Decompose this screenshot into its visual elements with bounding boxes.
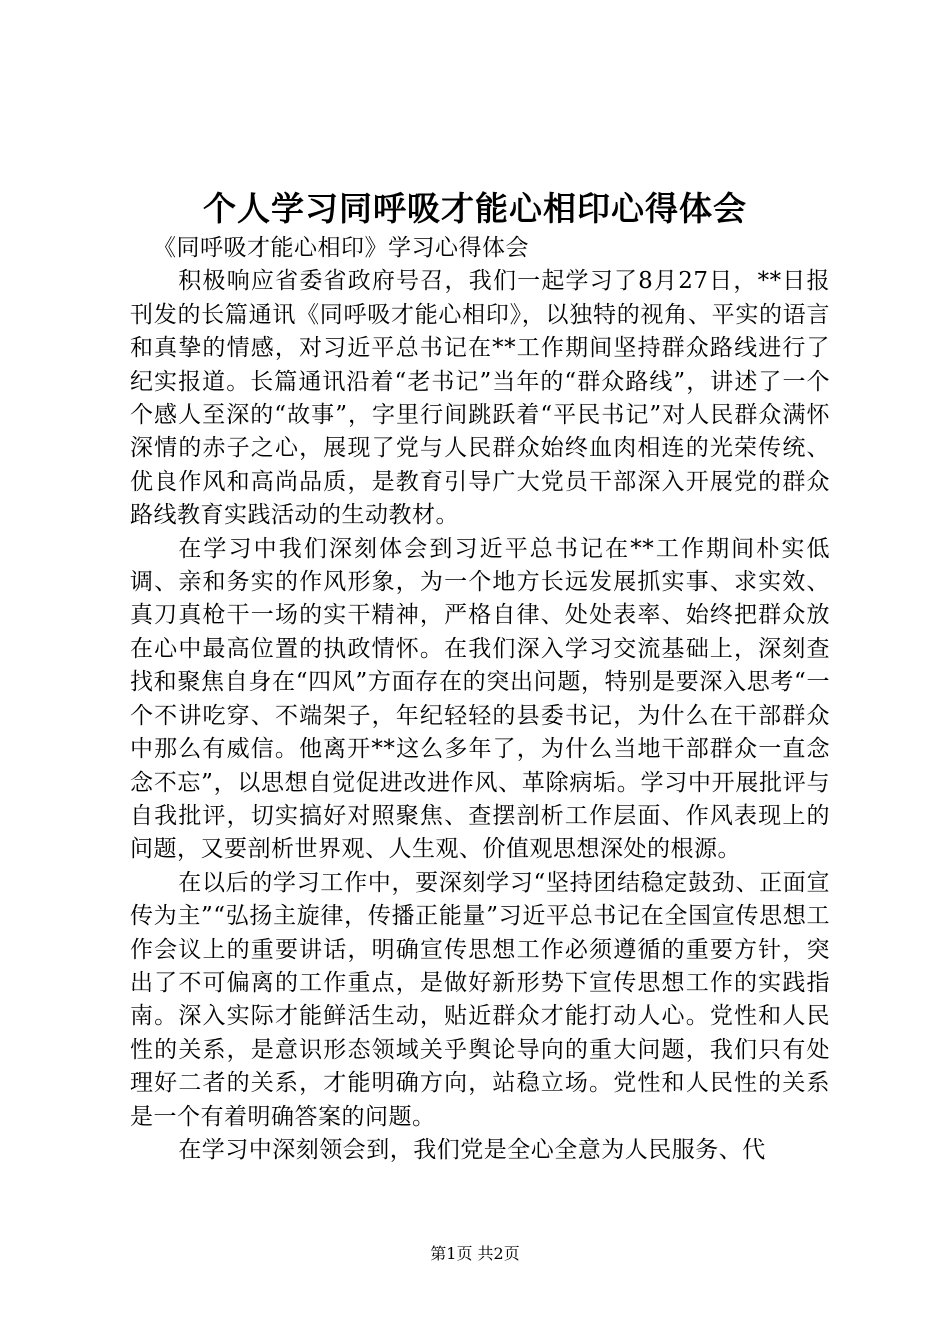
document-subtitle: 《同呼吸才能心相印》学习心得体会 — [153, 235, 529, 261]
paragraph: 在学习中我们深刻体会到习近平总书记在**工作期间朴实低调、亲和务实的作风形象，为一个地方长远发展抓实事、求实效、真刀真枪干一场的实干精神，严格自律、处处表率、始终把群众放在心中最高位置的执政情怀。在我们深入学习交流基础上，深刻查找和聚焦自身在“四风”方面存在的突出问题，特别是要深入思考“一个不讲吃穿、不端架子，年纪轻轻的县委书记，为什么在干部群众中那么有威信。他离开**这么多年了，为什么当地干部群众一直念念不忘”，以思想自觉促进改进作风、革除病垢。学习中开展批评与自我批评，切实搞好对照聚焦、查摆剖析工作层面、作风表现上的问题，又要剖析世界观、人生观、价值观思想深处的根源。 — [130, 535, 830, 863]
paragraph: 积极响应省委省政府号召，我们一起学习了8月27日，**日报刊发的长篇通讯《同呼吸才能心相印》，以独特的视角、平实的语言和真挚的情感，对习近平总书记在**工作期间坚持群众路线进行了纪实报道。长篇通讯沿着“老书记”当年的“群众路线”，讲述了一个个感人至深的“故事”，字里行间跳跃着“平民书记”对人民群众满怀深情的赤子之心，展现了党与人民群众始终血肉相连的光荣传统、优良作风和高尚品质，是教育引导广大党员干部深入开展党的群众路线教育实践活动的生动教材。 — [130, 268, 830, 529]
document-title: 个人学习同呼吸才能心相印心得体会 — [203, 189, 747, 228]
document-body — [130, 232, 830, 1167]
page-number-footer: 第1页 共2页 — [430, 1244, 520, 1263]
paragraph: 在以后的学习工作中，要深刻学习“坚持团结稳定鼓劲、正面宣传为主”“弘扬主旋律，传播正能量”习近平总书记在全国宣传思想工作会议上的重要讲话，明确宣传思想工作必须遵循的重要方针，突出了不可偏离的工作重点，是做好新形势下宣传思想工作的实践指南。深入实际才能鲜活生动，贴近群众才能打动人心。党性和人民性的关系，是意识形态领域关乎舆论导向的重大问题，我们只有处理好二者的关系，才能明确方向，站稳立场。党性和人民性的关系是一个有着明确答案的问题。 — [130, 869, 830, 1130]
paragraph: 在学习中深刻领会到，我们党是全心全意为人民服务、代 — [178, 1136, 766, 1163]
